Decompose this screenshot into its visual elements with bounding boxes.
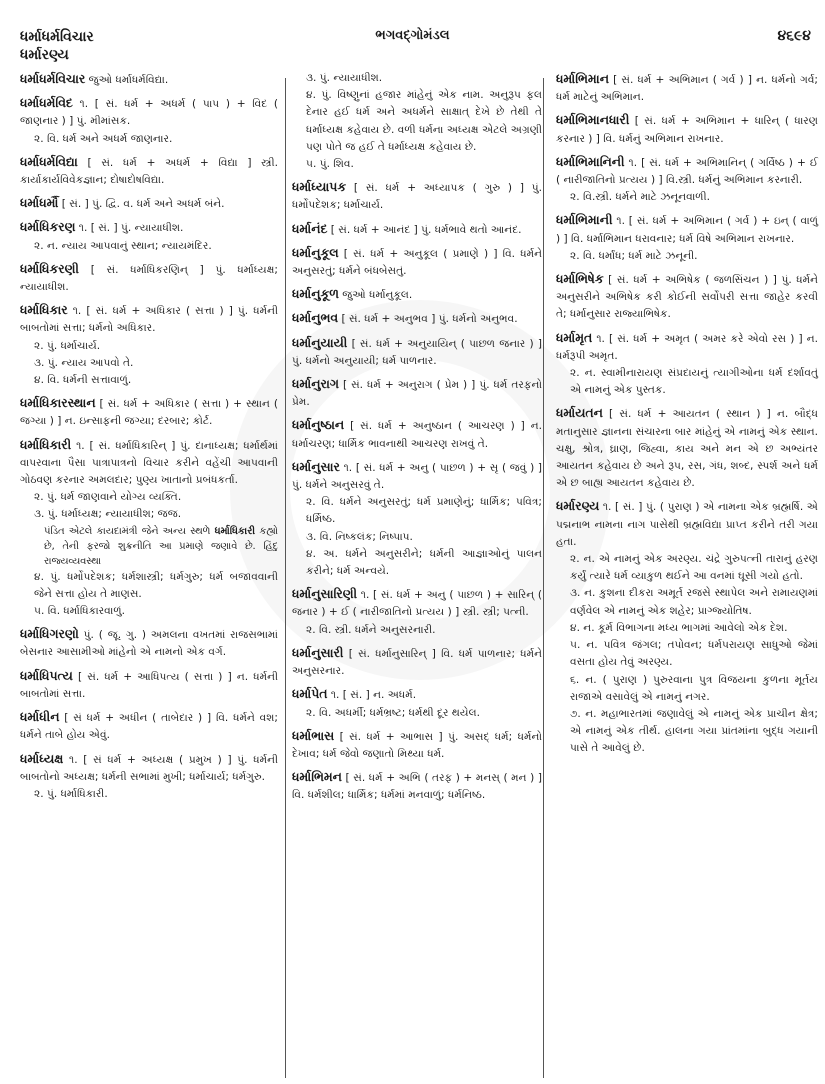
entry-headword: ધર્માભિમાની	[556, 212, 613, 228]
entry-definition: ૧. [ સં. ધર્મ + અભિમાન ( ગર્વ ) + ઇન્ ( વાળું ) ] વિ. ધર્માભિમાન ધરાવનાર; ધર્મ વિષે અભિમાન રાખનાર.	[556, 215, 818, 245]
entry-definition: જુઓ ધર્માનુકૂલ.	[342, 289, 413, 302]
entry-headword: ધર્માનુસારી	[292, 644, 344, 660]
running-title: ભગવદ્ગોમંડલ	[375, 28, 450, 43]
dictionary-entry	[292, 685, 542, 721]
dictionary-entry	[292, 244, 542, 280]
entry-headword: ધર્માધિપત્ય	[20, 667, 73, 683]
dictionary-entry	[292, 285, 542, 304]
entry-sense: ૫. પું. શિવ.	[306, 158, 354, 171]
dictionary-entry	[20, 667, 278, 703]
entry-headword: ધર્માનુસારિણી	[292, 586, 358, 602]
entry-definition: ૧. [ સં. ધર્મ + અનુ ( પાછળ ) + સૃ ( જવું ) ] પું. ધર્મને અનુસરવું તે.	[292, 461, 542, 492]
entry-sense: ૨. વિ. ધર્માંધ; ધર્મ માટે ઝનૂની.	[570, 249, 698, 262]
entry-sense: ૫. વિ. ધર્માધિકારવાળું.	[34, 605, 125, 618]
entry-headword: ધર્માધર્મવિદ	[20, 95, 73, 111]
entry-definition: ૧. [ સં. ધર્માધિકારિન્ ] પું. દાનાધ્યક્ષ; ધર્માર્થમાં વાપરવાના પૈસા પાત્રાપાત્રનો વિચાર કરીને વહેંચી આપવાની ગોઠવણ કરનાર અમલદાર; પુણ્ય ખાતાનો પ્રબંધકર્તા.	[20, 439, 279, 487]
entry-definition: [ સં. ધર્મ + અધર્મ + વિદ્યા ] સ્ત્રી. કાર્યાકાર્યવિવેકજ્ઞાન; દોષાદોષવિદ્યા.	[20, 156, 279, 187]
entry-definition: [ સં. ધર્મ + અનુકૂલ ( પ્રમાણે ) ] વિ. ધર્મને અનુસરતું; ધર્મને બંધબેસતું.	[292, 247, 542, 278]
entry-headword: ધર્માધિકારસ્થાન	[20, 395, 96, 411]
dictionary-entry	[20, 750, 278, 804]
dictionary-entry	[292, 178, 542, 214]
entry-headword: ધર્મારણ્ય	[556, 498, 600, 514]
dictionary-entry	[20, 94, 278, 148]
dictionary-entry	[556, 270, 818, 324]
entry-headword: ધર્માભિમાન	[556, 71, 609, 86]
entry-definition: ૧. [ સં ધર્મ + અધ્યક્ષ ( પ્રમુખ ) ] પું. ધર્મની બાબતોનો અધ્યક્ષ; ધર્મની સભામાં મુખી; ધર્માચાર્ય; ધર્મગુરુ.	[20, 753, 278, 783]
entry-headword: ધર્માનુયાયી	[292, 334, 348, 350]
entry-definition: [ સં. ધર્મ + આયતન ( સ્થાન ) ] ન. બૌદ્ધ મતાનુસાર જ્ઞાનના સંચારના બાર માંહેનું એ નામનું એક સ્થાન. ચક્ષુ, શ્રોત્ર, ઘ્રાણ, જિહ્વા, કાય અને મન એ છ અભ્યંતર આયતન કહેવાય છે અને રૂપ, રસ, ગંધ, શબ્દ, સ્પર્શ અને ધર્મ એ છ બાહ્ય આયતન કહેવાય છે.	[556, 408, 818, 490]
entry-definition: [ સં. ધર્મ + અભિમાન + ધારિન્ ( ધારણ કરનાર ) ] વિ. ધર્મનું અભિમાન રાખનાર.	[556, 115, 818, 145]
citation-text: ધર્માધિકારી	[214, 525, 256, 537]
entry-sense: ૭. ન. મહાભારતમાં જણાવેલું એ નામનું એક પ્રાચીન ક્ષેત્ર; એ નામનું એક તીર્થ. હાલના ગયા પ્રાંતમાંના બુદ્ધ ગયાની પાસે તે આવેલું છે.	[570, 707, 818, 755]
entry-sense: ૩. પું. ન્યાય આપવો તે.	[34, 356, 134, 369]
dictionary-entry	[20, 301, 278, 389]
citation-source: હિંદુ રાજ્યવ્યવસ્થા	[44, 540, 278, 567]
entry-headword: ધર્માનુસાર	[292, 458, 340, 474]
dictionary-entry	[292, 309, 542, 328]
entry-headword: ધર્માધિકાર	[20, 302, 68, 318]
dictionary-entry	[20, 194, 278, 213]
entry-definition: [ સં ધર્મ + અધીન ( તાબેદાર ) ] વિ. ધર્મને વશ; ધર્મને તાબે હોય એવું.	[20, 712, 278, 742]
entry-headword: ધર્માધિકરણી	[20, 260, 79, 276]
entry-definition: [ સં. ધર્મ + અધ્યાપક ( ગુરુ ) ] પું. ધર્મોપદેશક; ધર્માચાર્ય.	[292, 182, 542, 212]
entry-headword: ધર્માધીન	[20, 709, 60, 725]
entry-sense: ૫. ન. પવિત્ર જંગલ; તપોવન; ધર્મપરાયણ સાધુઓ જેમાં વસતા હોય તેવું અરણ્ય.	[570, 639, 818, 669]
entry-definition: [ સં. ધર્મ + અનુયાયિન્ ( પાછળ જનાર ) ] પું. ધર્મનો અનુયાયી; ધર્મ પાળનાર.	[292, 337, 542, 367]
entry-headword: ધર્માભિમાનધારી	[556, 112, 630, 128]
dictionary-entry	[20, 436, 278, 621]
entry-headword: ધર્માનુરાગ	[292, 376, 339, 392]
entry-sense: ૩. પું. ધર્માધ્યક્ષ; ન્યાયાધીશ; જજ.	[34, 508, 182, 521]
entry-definition: [ સં. ધર્મ + અભિ ( તરફ ) + મનસ્ ( મન ) ] વિ. ધર્મશીલ; ધાર્મિક; ધર્મમાં મનવાળું; ધર્મનિષ્ઠ.	[292, 772, 542, 802]
entry-sense: ૩. પું. ન્યાયાધીશ.	[306, 72, 383, 84]
entry-definition: પું. ( જૂ. ગુ. ) અમલના વખતમાં રાજસભામાં બેસનાર આસામીઓ માંહેનો એ નામનો એક વર્ગ.	[20, 629, 278, 659]
column-3	[556, 70, 818, 763]
citation-text: પંડિત એટલે કાયદામંત્રી જેને અન્ય સ્થળે	[44, 525, 211, 537]
dictionary-entry	[292, 334, 542, 370]
entry-sense: ૪. અ. ધર્મને અનુસરીને; ધર્મની આજ્ઞાઓનું પાલન કરીને; ધર્મ અન્વયે.	[306, 547, 542, 578]
entry-definition: [ સં. ] પું. દ્વિ. વ. ધર્મ અને અધર્મ બંને.	[61, 198, 225, 211]
entry-definition: જુઓ ધર્માધર્મવિદ્યા.	[88, 74, 169, 86]
dictionary-entry	[20, 260, 278, 296]
dictionary-entry	[556, 404, 818, 492]
entry-headword: ધર્માનુકૂલ	[292, 244, 339, 260]
entry-definition: [ સં. ધર્મ + અધિકાર ( સત્તા ) + સ્થાન ( જગ્યા ) ] ન. ઇન્સાફની જગ્યા; દરબાર; કોર્ટ.	[20, 398, 278, 428]
dictionary-entry	[20, 70, 278, 89]
dictionary-entry	[556, 329, 818, 400]
page-header	[0, 24, 825, 64]
dictionary-entry	[20, 394, 278, 430]
dictionary-entry	[20, 625, 278, 661]
entry-definition: ૧. [ સં. ધર્મ + અધર્મ ( પાપ ) + વિદ ( જાણનાર ) ] પું. મીમાંસક.	[20, 98, 278, 128]
entry-headword: ધર્માનુભવ	[292, 310, 339, 326]
entry-headword: ધર્માનુષ્ઠાન	[292, 417, 345, 433]
entry-sense: ૪. વિ. ધર્મની સત્તાવાળું.	[34, 374, 132, 387]
entry-headword: ધર્માધિગરણો	[20, 626, 79, 642]
dictionary-entry	[556, 111, 818, 147]
entry-definition: [ સં. ધર્મ + અનુરાગ ( પ્રેમ ) ] પું. ધર્મ તરફનો પ્રેમ.	[292, 379, 542, 409]
entry-headword: ધર્માધ્યક્ષ	[20, 750, 64, 766]
dictionary-entry	[556, 497, 818, 757]
entry-headword: ધર્માધર્મૌ	[20, 195, 59, 211]
dictionary-entry	[292, 768, 542, 804]
entry-sense: ૨. વિ.સ્ત્રી. ધર્મને માટે ઝનૂનવાળી.	[570, 191, 710, 204]
dictionary-entry	[292, 644, 542, 680]
entry-definition: ૧. [ સં. ધર્મ + અભિમાનિન્ ( ગર્વિષ્ઠ ) + ઈ ( નારીજાતિનો પ્રત્યય ) ] વિ.સ્ત્રી. ધર્મનું અભિમાન કરનારી.	[556, 156, 818, 187]
entry-headword: ધર્માધિકરણ	[20, 219, 76, 235]
dictionary-entry	[292, 727, 542, 763]
dictionary-entry	[292, 220, 542, 239]
entry-sense: ૨. ન. ન્યાય આપવાનું સ્થાન; ન્યાયમંદિર.	[34, 239, 212, 252]
entry-sense: ૩. વિ. નિષ્કલંક; નિષ્પાપ.	[306, 530, 413, 543]
entry-definition: ૧. [ સં. ] પું. ન્યાયાધીશ.	[78, 222, 184, 235]
entry-definition: [ સં. ધર્મ + અભિમાન ( ગર્વ ) ] ન. ધર્મનો ગર્વ; ધર્મ માટેનું અભિમાન.	[556, 74, 818, 104]
entry-sense: ૨. પું. ધર્મ જાણવાને યોગ્ય વ્યક્તિ.	[34, 491, 182, 504]
entry-definition: [ સં. ધર્માધિકરણિન્ ] પું. ધર્માધ્યક્ષ; ન્યાયાધીશ.	[20, 263, 278, 294]
guide-word-top: ધર્માધર્મવિચાર	[20, 29, 94, 45]
entry-headword: ધર્માધર્મવિચાર	[20, 71, 86, 86]
entry-definition: [ સં. ધર્મ + અભિષેક ( જળસિંચન ) ] પું. ધર્મને અનુસરીને અભિષેક કરી કોઈની સર્વોપરી સત્તા જાહેર કરવી તે; ધર્માનુસાર રાજ્યાભિષેક.	[556, 274, 818, 321]
dictionary-entry	[292, 375, 542, 411]
dictionary-entry	[556, 153, 818, 207]
column-2	[292, 70, 542, 810]
entry-sense: ૨. પું. ધર્માધિકારી.	[34, 787, 108, 800]
entry-sense: ૨. વિ. અધર્મી; ધર્મભ્રષ્ટ; ધર્મથી દૂર થયેલ.	[306, 706, 480, 719]
entry-sense: ૪. પું. ધર્મોપદેશક; ધર્મશાસ્ત્રી; ધર્મગુરુ; ધર્મ બજાવવાની જેને સત્તા હોય તે માણસ.	[34, 570, 278, 600]
dictionary-entry	[20, 218, 278, 254]
entry-definition: ૧. [ સં. ધર્મ + અમૃત ( અમર કરે એવો રસ ) ] ન. ધર્મરૂપી અમૃત.	[556, 332, 818, 362]
entry-definition: ૧. [ સં. ] ન. અધર્મ.	[330, 689, 417, 702]
dictionary-entry	[292, 70, 542, 173]
dictionary-entry	[556, 70, 818, 106]
entry-headword: ધર્માભિષેક	[556, 271, 604, 287]
entry-definition: ૧. [ સં. ધર્મ + અધિકાર ( સત્તા ) ] પું. ધર્મની બાબતોમાં સત્તા; ધર્મનો અધિકાર.	[20, 305, 278, 335]
dictionary-entry	[20, 153, 278, 189]
entry-definition: [ સં. ધર્મ + અનુષ્ઠાન ( આચરણ ) ] ન. ધર્માચરણ; ધાર્મિક ભાવનાથી આચરણ રાખવું તે.	[292, 420, 543, 450]
entry-definition: ૧. [ સં. ] પું. ( પુરાણ ) એ નામના એક બ્રહ્મર્ષિ. એ પદ્મનાભ નામના નાગ પાસેથી બ્રહ્મવિદ્યા પ્રાપ્ત કરીને તરી ગયા હતા.	[556, 501, 818, 548]
entry-sense: ૪. પું. વિષ્ણુનાં હજાર માંહેનું એક નામ. અનુરૂપ ફલ દેનાર હઈ ધર્મ અને અધર્મને સાક્ષાત્ દેખે છે તેથી તે ધર્માધ્યક્ષ કહેવાય છે. વળી ધર્મના અધ્યક્ષ એટલે અગ્રણી પણ પોતે જ હઈ તે ધર્માધ્યક્ષ કહેવાય છે.	[306, 89, 542, 153]
entry-sense: ૨. ન. સ્વામીનારાયણ સંપ્રદાયનું ત્યાગીઓના ધર્મ દર્શાવતું એ નામનું એક પુસ્તક.	[570, 367, 818, 397]
entry-sense: ૬. ન. ( પુરાણ ) પુરુરવાના પુત્ર વિજયના કુળના મૂર્તય રાજાએ વસાવેલું એ નામનું નગર.	[570, 673, 818, 703]
column-divider	[285, 78, 286, 1078]
dictionary-entry	[556, 211, 818, 265]
entry-sense: ૨. વિ. સ્ત્રી. ધર્મને અનુસરનારી.	[306, 623, 436, 636]
entry-definition: [ સં. ધર્મ + આધિપત્ય ( સત્તા ) ] ન. ધર્મની બાબતોમાં સત્તા.	[20, 670, 278, 700]
entry-definition: [ સં. ધર્માનુસારિન્ ] વિ. ધર્મ પાળનાર; ધર્મને અનુસરનાર.	[292, 647, 542, 678]
page-number: ૪૬૯૪	[777, 28, 811, 44]
guide-word-bottom: ધર્મારણ્ય	[20, 47, 69, 63]
citation-quote	[20, 524, 278, 569]
entry-sense: ૩. ન. કુશના દીકરા અમૂર્ત રજસે સ્થાપેલ અને રામાયણમાં વર્ણવેલ એ નામનું એક શહેર; પ્રાગ્જ્યોતિષ.	[570, 587, 818, 617]
entry-headword: ધર્માનંદ	[292, 220, 328, 236]
dictionary-entry	[292, 458, 542, 580]
dictionary-entry	[292, 585, 542, 639]
entry-headword: ધર્માધર્મવિદ્યા	[20, 153, 78, 169]
entry-sense: ૨. વિ. ધર્મને અનુસરતું; ધર્મ પ્રમાણેનું; ધાર્મિક; પવિત્ર; ધર્મિષ્ઠ.	[306, 496, 542, 526]
entry-headword: ધર્માપેત	[292, 686, 328, 702]
entry-sense: ૪. ન. કૂર્મ વિભાગના મધ્ય ભાગમાં આવેલો એક દેશ.	[570, 621, 788, 634]
dictionary-columns	[20, 70, 818, 1080]
entry-headword: ધર્માભિમાનિની	[556, 153, 625, 169]
citation-text: કહ્યો છે, તેની ફરજો શુક્રનીતિ આ પ્રમાણે જણાવે છે.	[44, 525, 278, 552]
entry-headword: ધર્માયતન	[556, 405, 603, 421]
dictionary-entry	[20, 708, 278, 744]
entry-headword: ધર્માભાસ	[292, 727, 335, 743]
entry-headword: ધર્માધ્યાપક	[292, 179, 347, 195]
entry-definition: ૧. [ સં. ધર્મ + અનુ ( પાછળ ) + સારિન્ ( જનાર ) + ઈ ( નારીજાતિનો પ્રત્યય ) ] સ્ત્રી. સ્ત્રી; પત્ની.	[292, 589, 542, 619]
entry-headword: ધર્માધિકારી	[20, 436, 72, 452]
entry-headword: ધર્માનુકૂળ	[292, 286, 339, 302]
column-divider	[543, 78, 544, 1078]
entry-headword: ધર્મામૃત	[556, 329, 593, 345]
entry-sense: ૨. ન. એ નામનું એક અરણ્ય. ચંદ્રે ગુરુપત્ની તારાનું હરણ કર્યું ત્યારે ધર્મ વ્યાકુળ થઈને આ વનમાં ઘૂસી ગયો હતો.	[570, 553, 818, 583]
entry-definition: [ સં. ધર્મ + અનુભવ ] પું. ધર્મનો અનુભવ.	[341, 313, 518, 326]
entry-definition: [ સં. ધર્મ + આભાસ ] પું. અસદ્ ધર્મ; ધર્મનો દેખાવ; ધર્મ જેવો જણાતો મિથ્યા ધર્મ.	[292, 730, 542, 760]
dictionary-entry	[292, 416, 542, 452]
entry-definition: [ સં. ધર્મ + આનંદ ] પું. ધર્મભાવે થતો આનંદ.	[330, 223, 522, 236]
entry-sense: ૨. વિ. ધર્મ અને અધર્મ જાણનાર.	[34, 132, 173, 145]
entry-sense: ૨. પું. ધર્માચાર્ય.	[34, 339, 101, 352]
column-1	[20, 70, 278, 808]
entry-headword: ધર્માભિમન	[292, 769, 342, 785]
